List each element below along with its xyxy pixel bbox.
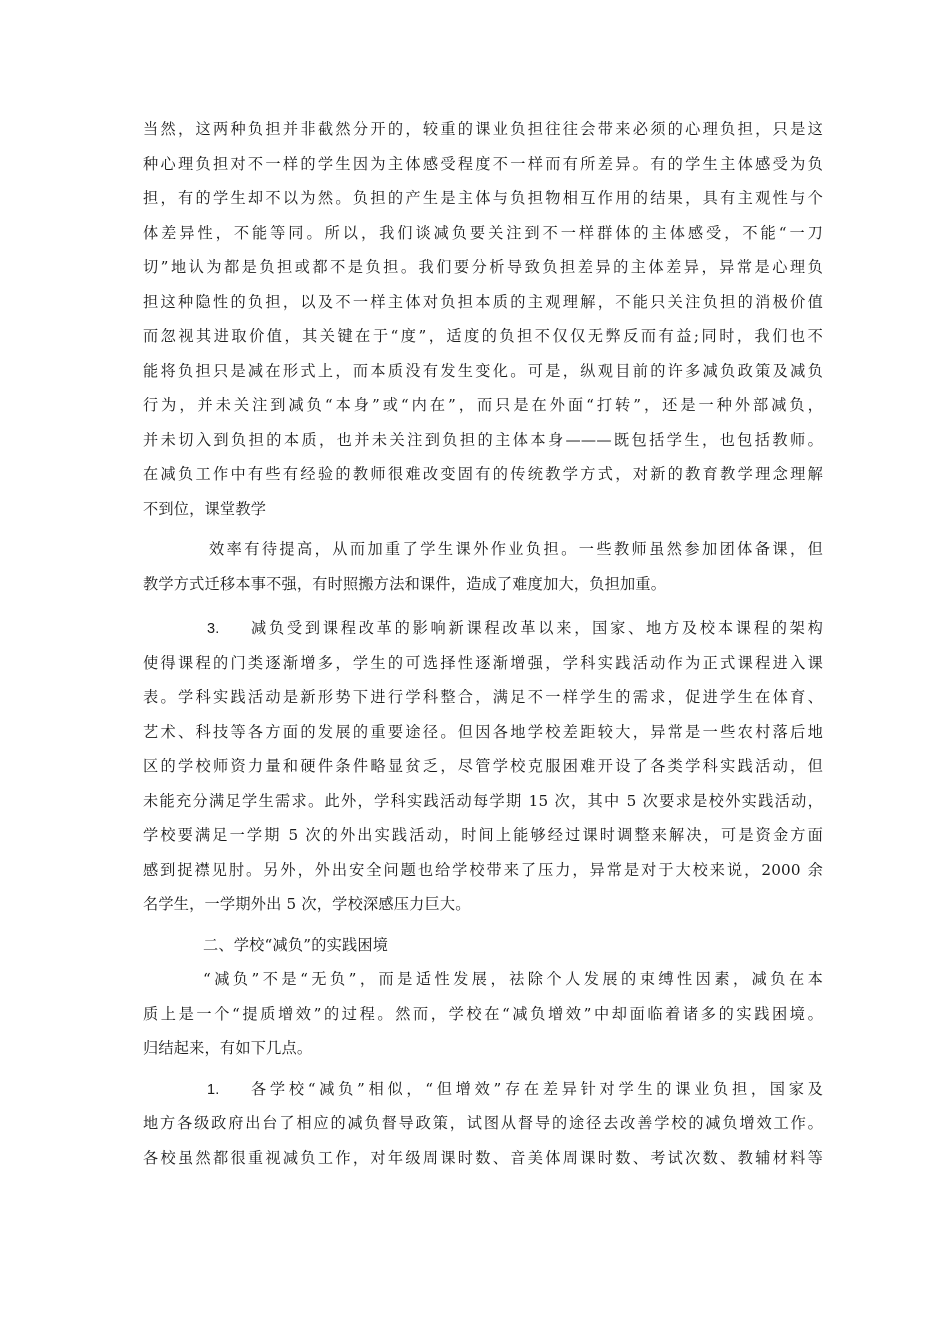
text-line: 区的学校师资力量和硬件条件略显贫乏，尽管学校克服困难开设了各类学科实践活动，但 (143, 757, 823, 775)
text-line: 未能充分满足学生需求。此外，学科实践活动每学期 15 次，其中 5 次要求是校外实践活动， (143, 791, 823, 810)
paragraph-5 (143, 962, 823, 1066)
paragraph-1 (143, 112, 823, 526)
numbered-line (143, 1072, 823, 1107)
text-line: 当然，这两种负担并非截然分开的，较重的课业负担往往会带来必须的心理负担，只是这 (143, 120, 823, 138)
text-line: 使得课程的门类逐渐增多，学生的可选择性逐渐增强，学科实践活动作为正式课程进入课 (143, 653, 823, 672)
paragraph-6 (143, 1072, 823, 1176)
text-line: 感到捉襟见肘。另外，外出安全问题也给学校带来了压力，异常是对于大校来说，2000 余 (143, 860, 823, 879)
text-line: 学校要满足一学期 5 次的外出实践活动，时间上能够经过课时调整来解决，可是资金方面 (143, 826, 823, 844)
text-line: 地方各级政府出台了相应的减负督导政策，试图从督导的途径去改善学校的减负增效工作。 (143, 1114, 823, 1132)
text-line: 并未切入到负担的本质，也并未关注到负担的主体本身———既包括学生，也包括教师。 (143, 430, 823, 449)
text-line: 在减负工作中有些有经验的教师很难改变固有的传统教学方式，对新的教育教学理念理解 (143, 465, 823, 483)
paragraph-gap (143, 601, 823, 611)
document-page (143, 112, 823, 1175)
text-line: 切”地认为都是负担或都不是负担。我们要分析导致负担差异的主体差异，异常是心理负 (143, 258, 823, 276)
text-line: 行为，并未关注到减负“本身”或“内在”，而只是在外面“打转”，还是一种外部减负， (143, 396, 823, 414)
text-line: “减负”不是“无负”，而是适性发展，祛除个人发展的束缚性因素，减负在本 (203, 970, 823, 988)
text-line: 不到位，课堂教学 (143, 499, 267, 518)
text-line: 质上是一个“提质增效”的过程。然而，学校在“减负增效”中却面临着诸多的实践困境。 (143, 1004, 823, 1023)
section-heading (143, 928, 823, 963)
text-line: 艺术、科技等各方面的发展的重要途径。但因各地学校差距较大，异常是一些农村落后地 (143, 722, 823, 741)
text-line: 体差异性，不能等同。所以，我们谈减负要关注到不一样群体的主体感受，不能“一刀 (143, 223, 823, 242)
paragraph-2 (143, 532, 823, 601)
list-number: 1. (207, 1081, 220, 1098)
text-line: 归结起来，有如下几点。 (143, 1039, 313, 1057)
heading-text: 二、学校“减负”的实践困境 (203, 935, 389, 954)
text-line: 表。学科实践活动是新形势下进行学科整合，满足不一样学生的需求，促进学生在体育、 (143, 688, 823, 706)
text-line: 担，有的学生却不以为然。负担的产生是主体与负担物相互作用的结果，具有主观性与个 (143, 189, 823, 207)
text-line: 而忽视其进取价值，其关键在于“度”，适度的负担不仅仅无弊反而有益;同时，我们也不 (143, 327, 823, 345)
text-line: 能将负担只是减在形式上，而本质没有发生变化。可是，纵观目前的许多减负政策及减负 (143, 361, 823, 380)
text-line: 各校虽然都很重视减负工作，对年级周课时数、音美体周课时数、考试次数、教辅材料等 (143, 1148, 823, 1167)
text-line: 各学校“减负”相似，“但增效”存在差异针对学生的课业负担，国家及 (251, 1079, 823, 1098)
text-line: 名学生，一学期外出 5 次，学校深感压力巨大。 (143, 895, 471, 913)
text-line: 效率有待提高，从而加重了学生课外作业负担。一些教师虽然参加团体备课，但 (209, 540, 823, 558)
paragraph-3 (143, 611, 823, 922)
list-number: 3. (207, 621, 220, 637)
numbered-line (143, 611, 823, 646)
text-line: 担这种隐性的负担，以及不一样主体对负担本质的主观理解，不能只关注负担的消极价值 (143, 292, 823, 311)
text-line: 减负受到课程改革的影响新课程改革以来，国家、地方及校本课程的架构 (251, 619, 823, 637)
text-line: 种心理负担对不一样的学生因为主体感受程度不一样而有所差异。有的学生主体感受为负 (143, 154, 823, 173)
text-line: 教学方式迁移本事不强，有时照搬方法和课件，造成了难度加大，负担加重。 (143, 574, 667, 593)
